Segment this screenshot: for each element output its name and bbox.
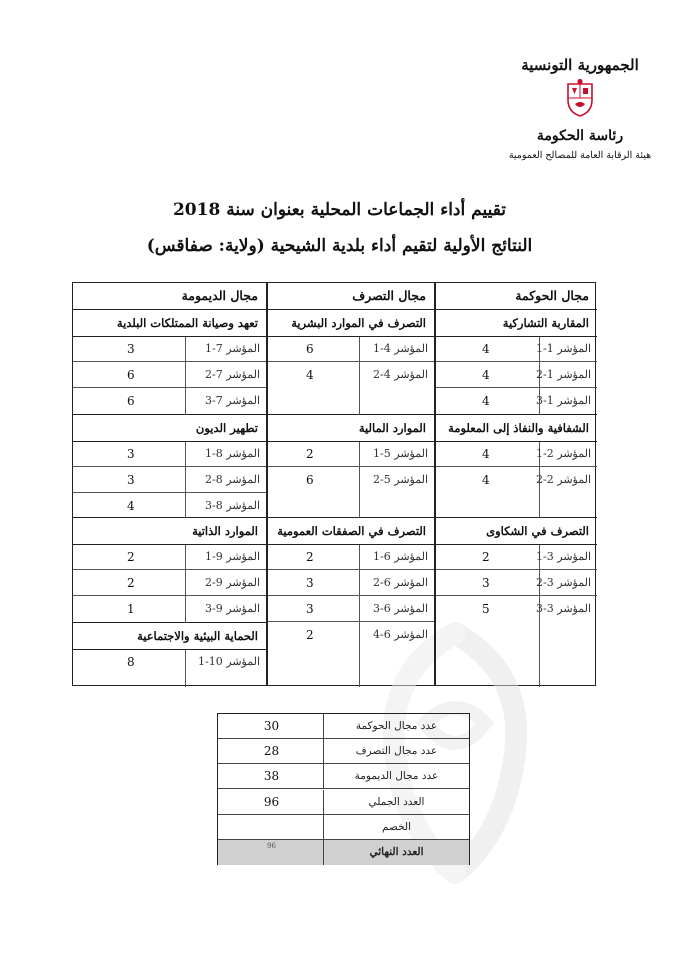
indicator-row: [73, 494, 266, 519]
indicator-row: [266, 571, 434, 596]
indicator-label: المؤشر 2-2: [536, 473, 591, 486]
indicator-score: 2: [306, 447, 314, 461]
indicator-score: 2: [127, 550, 135, 564]
management-domain-header: مجال التصرف: [266, 283, 434, 310]
indicator-row: [434, 442, 597, 467]
indicator-score: 3: [306, 602, 314, 616]
indicator-rows: [266, 337, 434, 415]
indicator-label: المؤشر 1-1: [536, 342, 591, 355]
indicator-row: [266, 468, 434, 493]
indicator-rows: [73, 442, 266, 518]
indicator-label: المؤشر 8-1: [205, 447, 260, 460]
sustainability-section: [73, 415, 266, 518]
government-name: رئاسة الحكومة: [536, 128, 624, 144]
summary-value: 96: [263, 794, 280, 809]
indicator-score: 3: [482, 576, 490, 590]
indicator-rows: [266, 545, 434, 687]
section-title: التصرف في الصفقات العمومية: [266, 518, 434, 545]
indicator-score: 2: [127, 576, 135, 590]
indicator-rows: [73, 545, 266, 623]
summary-row: [218, 790, 469, 815]
tunisia-coat-of-arms-icon: [563, 78, 597, 118]
sustainability-domain-header: مجال الديمومة: [73, 283, 266, 310]
indicator-row: [73, 337, 266, 362]
indicator-score: 4: [482, 342, 490, 356]
summary-value: 38: [263, 769, 280, 784]
summary-row: [218, 815, 469, 840]
summary-row: [218, 739, 469, 764]
indicator-score: 4: [482, 368, 490, 382]
indicator-row: [266, 363, 434, 388]
indicator-label: المؤشر 7-2: [205, 368, 260, 381]
indicator-rows: [73, 650, 266, 687]
indicator-row: [73, 571, 266, 596]
summary-value: 28: [263, 744, 280, 759]
indicator-score: 3: [306, 576, 314, 590]
indicator-label: المؤشر 4-1: [373, 342, 428, 355]
section-title: تعهد وصيانة الممتلكات البلدية: [73, 310, 266, 337]
indicator-label: المؤشر 8-2: [205, 473, 260, 486]
indicator-row: [266, 623, 434, 648]
indicator-score: 5: [482, 602, 490, 616]
indicator-row: [73, 650, 266, 675]
indicator-row: [73, 545, 266, 570]
indicator-label: المؤشر 5-2: [373, 473, 428, 486]
section-title: الحماية البيئية والاجتماعية: [73, 623, 266, 650]
indicator-score: 4: [306, 368, 314, 382]
section-title: تطهير الديون: [73, 415, 266, 442]
summary-label: عدد مجال الحوكمة: [323, 714, 469, 738]
indicator-row: [434, 363, 597, 388]
indicator-rows: [73, 337, 266, 415]
management-column: [266, 283, 434, 685]
results-table: [72, 282, 596, 686]
indicator-label: المؤشر 6-3: [373, 602, 428, 615]
management-section: [266, 415, 434, 518]
indicator-label: المؤشر 7-3: [205, 394, 260, 407]
column-divider: [434, 283, 436, 685]
summary-value: [218, 815, 325, 839]
indicator-rows: [434, 545, 597, 687]
summary-value: 96: [267, 842, 276, 850]
indicator-row: [73, 468, 266, 493]
indicator-score: 6: [306, 473, 314, 487]
summary-row: [218, 764, 469, 789]
governance-section: [434, 415, 597, 518]
indicator-score: 4: [482, 394, 490, 408]
indicator-score: 4: [482, 473, 490, 487]
indicator-score: 6: [127, 368, 135, 382]
indicator-row: [73, 442, 266, 467]
indicator-label: المؤشر 8-3: [205, 499, 260, 512]
summary-label: العدد النهائي: [323, 840, 469, 865]
indicator-score: 6: [306, 342, 314, 356]
indicator-row: [434, 597, 597, 622]
section-title: التصرف في الموارد البشرية: [266, 310, 434, 337]
summary-row: [218, 714, 469, 739]
indicator-label: المؤشر 6-1: [373, 550, 428, 563]
indicator-score: 2: [482, 550, 490, 564]
indicator-score: 8: [127, 655, 135, 669]
section-title: المقاربة التشاركية: [434, 310, 597, 337]
indicator-score: 2: [306, 550, 314, 564]
indicator-label: المؤشر 1-2: [536, 368, 591, 381]
management-section: [266, 518, 434, 687]
indicator-row: [266, 442, 434, 467]
indicator-label: المؤشر 9-1: [205, 550, 260, 563]
sustainability-section: [73, 310, 266, 415]
section-title: الشفافية والنفاذ إلى المعلومة: [434, 415, 597, 442]
indicator-row: [73, 597, 266, 622]
section-title: الموارد المالية: [266, 415, 434, 442]
sustainability-section: [73, 518, 266, 623]
indicator-label: المؤشر 4-2: [373, 368, 428, 381]
indicator-score: 4: [482, 447, 490, 461]
country-name: الجمهورية التونسية: [521, 56, 639, 74]
section-title: الموارد الذاتية: [73, 518, 266, 545]
governance-domain-header: مجال الحوكمة: [434, 283, 597, 310]
indicator-label: المؤشر 10-1: [198, 655, 260, 668]
indicator-score: 6: [127, 394, 135, 408]
agency-name: هيئة الرقابة العامة للمصالح العمومية: [508, 150, 652, 161]
governance-section: [434, 518, 597, 687]
summary-table: [217, 713, 470, 865]
document-title: تقييم أداء الجماعات المحلية بعنوان سنة 2018: [172, 200, 507, 220]
indicator-label: المؤشر 7-1: [205, 342, 260, 355]
indicator-rows: [266, 442, 434, 518]
governance-column: [434, 283, 597, 685]
indicator-row: [73, 363, 266, 388]
indicator-score: 3: [127, 342, 135, 356]
indicator-row: [266, 545, 434, 570]
indicator-score: 4: [127, 499, 135, 513]
indicator-label: المؤشر 1-3: [536, 394, 591, 407]
indicator-row: [434, 389, 597, 414]
indicator-label: المؤشر 5-1: [373, 447, 428, 460]
summary-label: الخصم: [323, 815, 469, 839]
indicator-label: المؤشر 3-1: [536, 550, 591, 563]
indicator-row: [434, 337, 597, 362]
indicator-label: المؤشر 3-3: [536, 602, 591, 615]
letterhead: [500, 56, 660, 161]
indicator-score: 1: [127, 602, 135, 616]
governance-section: [434, 310, 597, 415]
indicator-label: المؤشر 6-2: [373, 576, 428, 589]
indicator-rows: [434, 337, 597, 415]
summary-label: عدد مجال الديمومة: [323, 764, 469, 788]
indicator-rows: [434, 442, 597, 518]
column-divider: [266, 283, 268, 685]
indicator-score: 3: [127, 473, 135, 487]
summary-label: العدد الجملي: [323, 790, 469, 814]
indicator-row: [266, 337, 434, 362]
indicator-row: [266, 597, 434, 622]
summary-value: 30: [263, 719, 280, 733]
sustainability-section: [73, 623, 266, 687]
document-subtitle: النتائج الأولية لتقيم أداء بلدية الشيحية (ولاية: صفاقس): [146, 236, 533, 256]
indicator-label: المؤشر 9-2: [205, 576, 260, 589]
management-section: [266, 310, 434, 415]
indicator-label: المؤشر 9-3: [205, 602, 260, 615]
indicator-label: المؤشر 2-1: [536, 447, 591, 460]
indicator-label: المؤشر 3-2: [536, 576, 591, 589]
indicator-score: 3: [127, 447, 135, 461]
summary-row: [218, 840, 469, 865]
summary-label: عدد مجال التصرف: [323, 739, 469, 763]
sustainability-column: [73, 283, 266, 685]
indicator-row: [434, 571, 597, 596]
indicator-label: المؤشر 6-4: [373, 628, 428, 641]
indicator-row: [434, 545, 597, 570]
indicator-row: [73, 389, 266, 414]
indicator-row: [434, 468, 597, 493]
section-title: التصرف في الشكاوى: [434, 518, 597, 545]
indicator-score: 2: [306, 628, 314, 642]
